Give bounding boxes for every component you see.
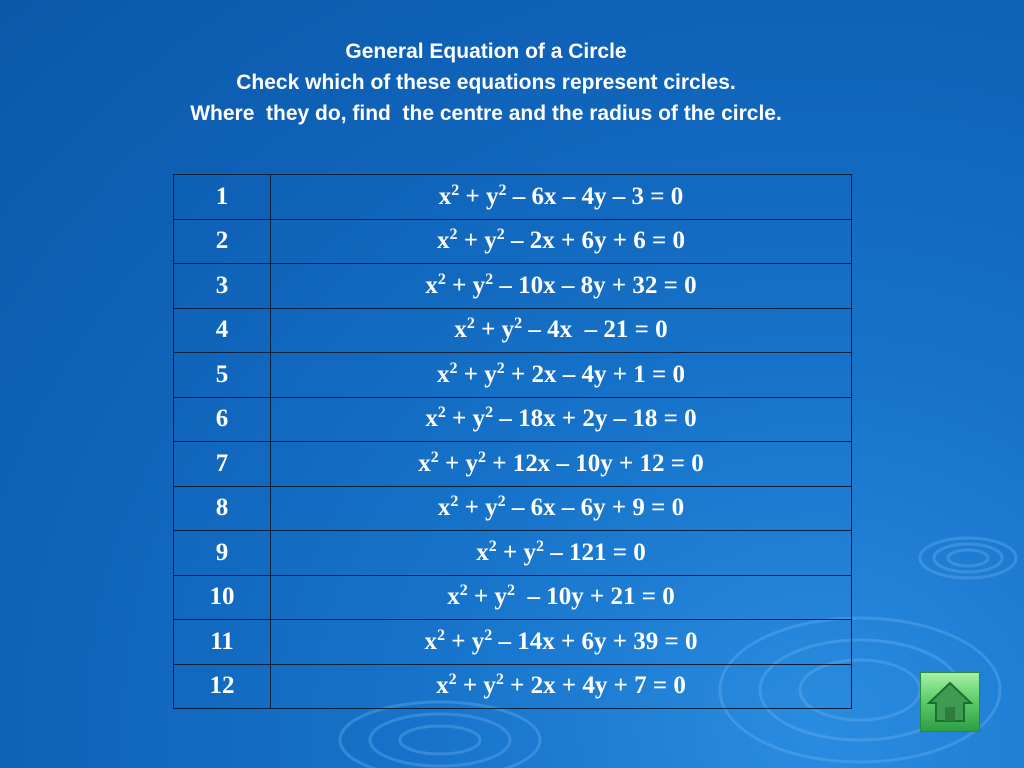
equation-cell [271,175,852,220]
equation-remainder: – 14x + 6y + 39 = 0 [492,627,698,655]
equation-x-term: x [454,316,467,344]
exponent: 2 [485,270,494,288]
equation-cell [271,264,852,309]
equation-x-term: x [447,583,460,611]
equation-y-term: + y [457,227,497,255]
exponent: 2 [495,671,504,689]
equation-number: 3 [174,264,271,309]
equation-y-term: + y [496,538,536,566]
slide-heading [0,36,972,129]
equation-x-term: x [437,360,450,388]
equation-remainder: – 10x – 8y + 32 = 0 [493,271,697,299]
exponent: 2 [437,270,446,288]
exponent: 2 [485,404,494,422]
table-row [174,531,852,576]
equation-number: 4 [174,308,271,353]
equation-remainder: + 2x + 4y + 7 = 0 [503,672,686,700]
exponent: 2 [459,582,468,600]
equation-y-term: + y [445,627,485,655]
equation-y-term: + y [445,271,486,299]
home-button[interactable] [920,672,980,732]
exponent: 2 [514,315,523,333]
exponent: 2 [450,493,459,511]
table-row [174,575,852,620]
table-row [174,175,852,220]
equation-x-term: x [437,494,451,522]
equation-number: 5 [174,353,271,398]
equation-remainder: – 121 = 0 [544,538,646,566]
equation-cell [271,219,852,264]
table-row [174,353,852,398]
heading-instruction: Check which of these equations represent circles. [236,71,736,94]
equation-number: 1 [174,175,271,220]
exponent: 2 [437,626,445,644]
heading-subinstruction: Where they do, find the centre and the radius of the circle. [190,102,782,125]
exponent: 2 [536,537,544,555]
equation-number: 12 [174,664,271,709]
equation-cell [271,486,852,531]
equation-x-term: x [418,449,431,477]
exponent: 2 [466,315,475,333]
equation-y-term: + y [459,182,499,210]
table-row [174,442,852,487]
equation-cell [271,308,852,353]
heading-title: General Equation of a Circle [345,40,627,63]
exponent: 2 [430,448,439,466]
exponent: 2 [496,359,505,377]
equation-cell [271,397,852,442]
equation-x-term: x [438,182,452,210]
equations-table [173,174,852,709]
equation-x-term: x [436,672,449,700]
equation-number: 8 [174,486,271,531]
equation-x-term: x [425,405,438,433]
equation-cell [271,442,852,487]
equation-remainder: – 6x – 4y – 3 = 0 [506,182,684,210]
equation-x-term: x [437,227,450,255]
table-row [174,620,852,665]
equation-x-term: x [476,538,489,566]
table-row [174,397,852,442]
equation-y-term: + y [474,316,515,344]
equation-number: 9 [174,531,271,576]
equation-number: 10 [174,575,271,620]
exponent: 2 [498,181,507,199]
equation-cell [271,353,852,398]
exponent: 2 [484,626,493,644]
equation-cell [271,531,852,576]
table-row [174,486,852,531]
table-row [174,219,852,264]
equation-y-term: + y [458,494,498,522]
equation-cell [271,620,852,665]
exponent: 2 [497,493,506,511]
equation-remainder: – 2x + 6y + 6 = 0 [504,227,685,255]
equation-y-term: + y [438,449,478,477]
equation-remainder: + 2x – 4y + 1 = 0 [504,360,685,388]
equation-x-term: x [425,271,438,299]
equation-number: 7 [174,442,271,487]
equation-number: 2 [174,219,271,264]
home-icon [921,673,979,731]
table-row [174,664,852,709]
equation-cell [271,575,852,620]
equation-x-term: x [424,627,437,655]
equation-remainder: – 6x – 6y + 9 = 0 [505,494,685,522]
equation-y-term: + y [467,583,507,611]
exponent: 2 [448,671,457,689]
equation-remainder: – 18x + 2y – 18 = 0 [493,405,697,433]
equation-y-term: + y [457,360,497,388]
equation-cell [271,664,852,709]
exponent: 2 [437,404,446,422]
equation-remainder: + 12x – 10y + 12 = 0 [486,449,704,477]
equation-number: 11 [174,620,271,665]
equation-remainder: – 4x – 21 = 0 [522,316,668,344]
equation-y-term: + y [456,672,496,700]
exponent: 2 [449,226,458,244]
exponent: 2 [449,359,458,377]
equation-y-term: + y [445,405,486,433]
exponent: 2 [488,537,497,555]
exponent: 2 [451,181,460,199]
table-row [174,264,852,309]
exponent: 2 [496,226,505,244]
equation-remainder: – 10y + 21 = 0 [515,583,675,611]
equation-number: 6 [174,397,271,442]
exponent: 2 [478,448,486,466]
exponent: 2 [507,582,515,600]
table-row [174,308,852,353]
